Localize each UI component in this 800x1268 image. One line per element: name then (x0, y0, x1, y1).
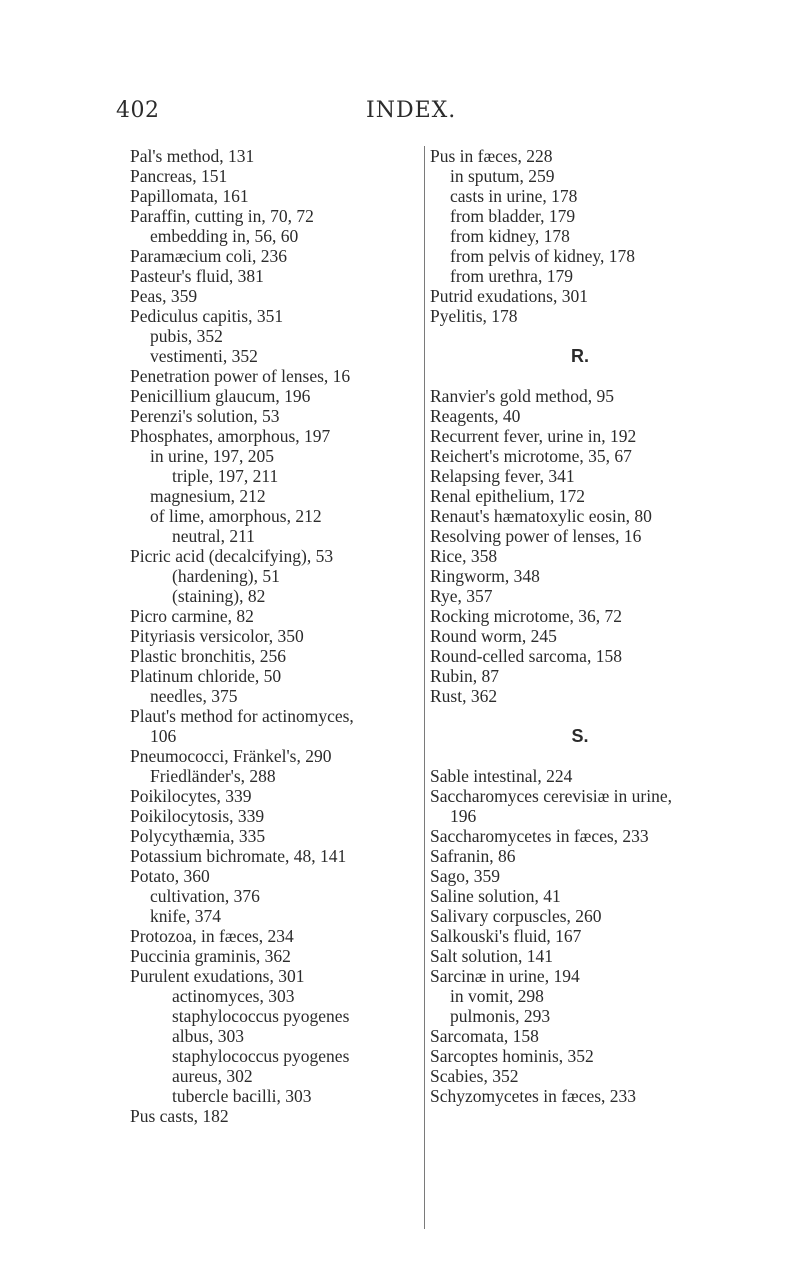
page-number: 402 (116, 98, 160, 123)
index-subentry: triple, 197, 211 (172, 466, 279, 486)
index-column-right (430, 146, 730, 1106)
index-entry: Potassium bichromate, 48, 141 (130, 846, 347, 866)
index-entry: Penicillium glaucum, 196 (130, 386, 311, 406)
index-entry: Schyzomycetes in fæces, 233 (430, 1086, 637, 1106)
index-entry: Round-celled sarcoma, 158 (430, 646, 622, 666)
index-entry: Sarcoptes hominis, 352 (430, 1046, 594, 1066)
index-entry: Renaut's hæmatoxylic eosin, 80 (430, 506, 652, 526)
index-entry: Plastic bronchitis, 256 (130, 646, 287, 666)
index-entry: Resolving power of lenses, 16 (430, 526, 642, 546)
index-entry: Paramæcium coli, 236 (130, 246, 287, 266)
index-entry: Sarcinæ in urine, 194 (430, 966, 580, 986)
index-entry: Rye, 357 (430, 586, 493, 606)
index-subentry: pubis, 352 (150, 326, 223, 346)
section-spacer (430, 706, 730, 726)
index-entry: Putrid exudations, 301 (430, 286, 588, 306)
index-entry: Pasteur's fluid, 381 (130, 266, 264, 286)
index-entry: Plaut's method for actinomyces, (130, 706, 354, 726)
index-subentry: from urethra, 179 (450, 266, 573, 286)
index-entry: Pancreas, 151 (130, 166, 228, 186)
index-entry: Salkouski's fluid, 167 (430, 926, 582, 946)
index-entry: Pus in fæces, 228 (430, 146, 553, 166)
index-entry: Poikilocytes, 339 (130, 786, 252, 806)
index-entry: Penetration power of lenses, 16 (130, 366, 351, 386)
index-subentry: in vomit, 298 (450, 986, 544, 1006)
index-subentry: in sputum, 259 (450, 166, 555, 186)
index-subentry: from pelvis of kidney, 178 (450, 246, 636, 266)
index-entry: Scabies, 352 (430, 1066, 519, 1086)
index-entry: Sable intestinal, 224 (430, 766, 573, 786)
index-entry: Safranin, 86 (430, 846, 516, 866)
section-spacer (430, 746, 730, 766)
index-subentry: knife, 374 (150, 906, 221, 926)
index-subentry: tubercle bacilli, 303 (172, 1086, 312, 1106)
index-entry: Saccharomyces cerevisiæ in urine, (430, 786, 672, 806)
index-subentry: 196 (450, 806, 477, 826)
index-subentry: needles, 375 (150, 686, 238, 706)
column-divider (424, 146, 425, 1229)
index-subentry: of lime, amorphous, 212 (150, 506, 322, 526)
index-entry: Picric acid (decalcifying), 53 (130, 546, 334, 566)
index-entry: Ranvier's gold method, 95 (430, 386, 614, 406)
index-entry: Relapsing fever, 341 (430, 466, 575, 486)
index-subentry: 106 (150, 726, 177, 746)
index-entry: Salt solution, 141 (430, 946, 553, 966)
index-entry: Protozoa, in fæces, 234 (130, 926, 294, 946)
index-subentry: neutral, 211 (172, 526, 255, 546)
index-entry: Picro carmine, 82 (130, 606, 254, 626)
index-entry: Platinum chloride, 50 (130, 666, 282, 686)
index-subentry: casts in urine, 178 (450, 186, 578, 206)
index-subentry: embedding in, 56, 60 (150, 226, 299, 246)
index-entry: Round worm, 245 (430, 626, 557, 646)
index-entry: Phosphates, amorphous, 197 (130, 426, 331, 446)
index-subentry: Friedländer's, 288 (150, 766, 276, 786)
index-subentry: pulmonis, 293 (450, 1006, 551, 1026)
index-entry: Papillomata, 161 (130, 186, 249, 206)
index-subentry: magnesium, 212 (150, 486, 266, 506)
index-entry: Pal's method, 131 (130, 146, 255, 166)
index-subentry: actinomyces, 303 (172, 986, 295, 1006)
index-subentry: staphylococcus pyogenes (172, 1006, 350, 1026)
index-entry: Rust, 362 (430, 686, 498, 706)
index-subentry: from kidney, 178 (450, 226, 570, 246)
index-subentry: albus, 303 (172, 1026, 244, 1046)
index-entry: Paraffin, cutting in, 70, 72 (130, 206, 314, 226)
index-entry: Renal epithelium, 172 (430, 486, 586, 506)
index-entry: Pityriasis versicolor, 350 (130, 626, 304, 646)
section-spacer (430, 326, 730, 346)
index-entry: Pus casts, 182 (130, 1106, 229, 1126)
section-letter-heading: S. (571, 726, 589, 746)
index-entry: Perenzi's solution, 53 (130, 406, 280, 426)
index-subentry: in urine, 197, 205 (150, 446, 274, 466)
index-subentry: cultivation, 376 (150, 886, 260, 906)
index-entry: Pediculus capitis, 351 (130, 306, 284, 326)
running-head: INDEX. (366, 98, 457, 123)
index-entry: Saline solution, 41 (430, 886, 561, 906)
index-subentry: staphylococcus pyogenes (172, 1046, 350, 1066)
index-entry: Saccharomycetes in fæces, 233 (430, 826, 649, 846)
index-entry: Purulent exudations, 301 (130, 966, 305, 986)
index-entry: Polycythæmia, 335 (130, 826, 266, 846)
index-entry: Ringworm, 348 (430, 566, 540, 586)
index-entry: Pneumococci, Fränkel's, 290 (130, 746, 332, 766)
index-subentry: aureus, 302 (172, 1066, 253, 1086)
index-entry: Salivary corpuscles, 260 (430, 906, 602, 926)
index-entry: Potato, 360 (130, 866, 210, 886)
index-entry: Reagents, 40 (430, 406, 521, 426)
index-subentry: vestimenti, 352 (150, 346, 258, 366)
index-entry: Pyelitis, 178 (430, 306, 518, 326)
index-entry: Peas, 359 (130, 286, 198, 306)
index-subentry: (staining), 82 (172, 586, 266, 606)
section-letter-heading: R. (571, 346, 589, 366)
index-column-left (130, 146, 420, 1126)
index-entry: Recurrent fever, urine in, 192 (430, 426, 637, 446)
index-entry: Reichert's microtome, 35, 67 (430, 446, 632, 466)
section-spacer (430, 366, 730, 386)
index-entry: Puccinia graminis, 362 (130, 946, 291, 966)
index-entry: Sago, 359 (430, 866, 500, 886)
index-entry: Rubin, 87 (430, 666, 500, 686)
index-entry: Rocking microtome, 36, 72 (430, 606, 622, 626)
index-entry: Rice, 358 (430, 546, 498, 566)
page-header (108, 98, 674, 134)
index-entry: Poikilocytosis, 339 (130, 806, 265, 826)
index-entry: Sarcomata, 158 (430, 1026, 539, 1046)
index-subentry: from bladder, 179 (450, 206, 576, 226)
index-subentry: (hardening), 51 (172, 566, 280, 586)
